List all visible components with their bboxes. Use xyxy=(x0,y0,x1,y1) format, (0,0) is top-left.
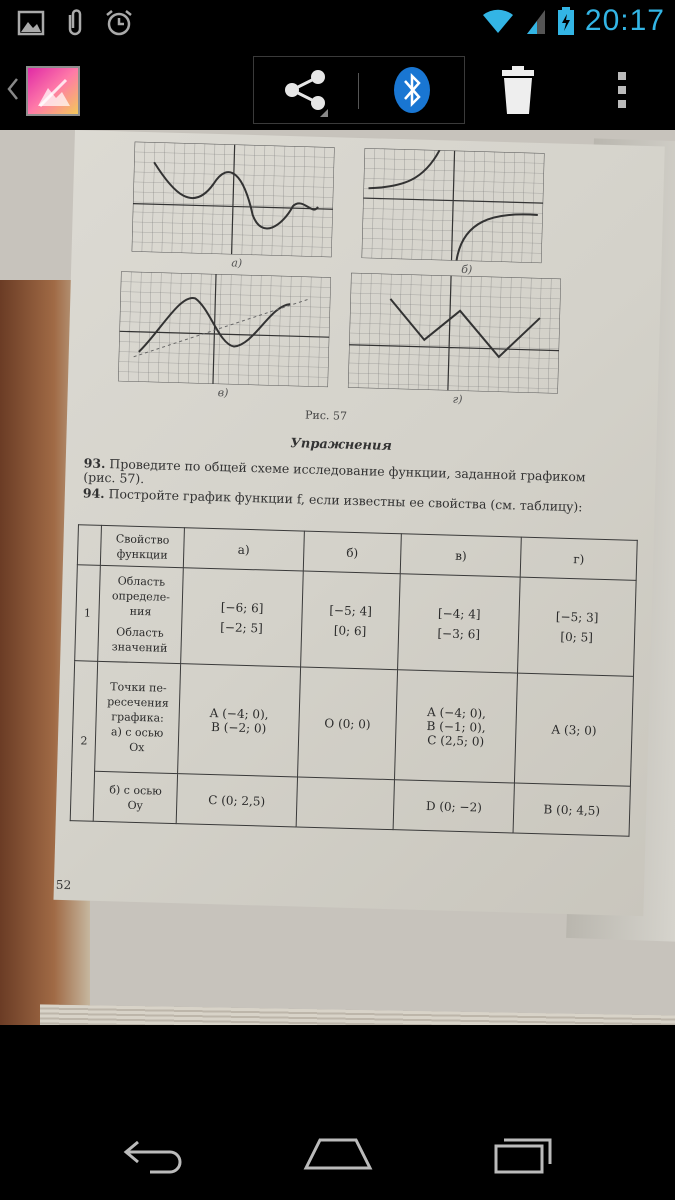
col-header-c: в) xyxy=(400,534,521,577)
attachment-icon xyxy=(60,8,90,38)
gallery-app-icon[interactable] xyxy=(26,66,80,116)
value-cell: D (0; −2) xyxy=(393,780,514,833)
property-cell: Область определе-ния Область значений xyxy=(98,565,184,663)
battery-icon xyxy=(557,6,575,36)
graph-a-label: а) xyxy=(231,256,243,270)
signal-icon xyxy=(525,6,547,36)
clock: 20:17 xyxy=(584,4,665,37)
home-icon[interactable] xyxy=(298,1128,378,1178)
trash-icon[interactable] xyxy=(488,58,548,122)
chevron-left-icon[interactable] xyxy=(6,76,20,102)
value-cell: O (0; 0) xyxy=(297,667,397,780)
property-cell: б) с осью Oy xyxy=(93,771,177,823)
graph-c xyxy=(118,271,331,387)
table-row xyxy=(75,565,636,677)
property-cell: Точки пе- ресечения графика: а) с осью Ox xyxy=(95,661,181,773)
navigation-bar xyxy=(0,1110,675,1200)
share-action-group xyxy=(253,56,465,124)
value-cell: [−6; 6] [−2; 5] xyxy=(181,568,303,667)
value-cell: [−4; 4] [−3; 6] xyxy=(398,574,521,673)
value-cell: C (0; 2,5) xyxy=(176,774,297,827)
textbook-page xyxy=(54,130,665,916)
value-cell: A (−4; 0), B (−2; 0) xyxy=(178,664,301,777)
exercise-94: 94. Постройте график функции f, если известны ее свойства (см. таблицу): xyxy=(82,485,583,515)
figure-caption: Рис. 57 xyxy=(304,408,348,423)
picture-icon xyxy=(16,8,46,38)
bluetooth-icon[interactable] xyxy=(360,57,464,123)
overflow-menu-icon[interactable] xyxy=(600,60,644,120)
property-header: Свойство функции xyxy=(100,525,184,567)
graph-b-label: б) xyxy=(461,262,473,277)
action-bar xyxy=(0,48,675,130)
divider xyxy=(358,73,359,109)
value-cell: [−5; 3] [0; 5] xyxy=(518,577,636,676)
value-cell: A (−4; 0), B (−1; 0), C (2,5; 0) xyxy=(395,670,518,783)
graph-b xyxy=(362,148,545,263)
graph-d-label: г) xyxy=(452,392,463,406)
table-row xyxy=(72,661,634,787)
graph-a xyxy=(132,142,335,258)
graph-c-label: в) xyxy=(217,386,229,400)
row-number: 1 xyxy=(75,565,101,662)
wifi-icon xyxy=(481,6,515,36)
page-stack xyxy=(40,1004,675,1025)
recent-apps-icon[interactable] xyxy=(486,1128,566,1178)
value-cell xyxy=(296,777,395,830)
section-title: Упражнения xyxy=(290,436,393,454)
exercise-93: 93. Проведите по общей схеме исследование функции, заданной графиком (рис. 57). xyxy=(83,455,586,487)
col-header-d: г) xyxy=(520,537,637,580)
value-cell: [−5; 4] [0; 6] xyxy=(300,571,400,670)
photo-viewer[interactable] xyxy=(0,130,675,1025)
col-header-a: а) xyxy=(183,528,304,571)
value-cell: B (0; 4,5) xyxy=(513,783,630,836)
col-header-b: б) xyxy=(303,531,401,574)
page-number: 52 xyxy=(55,877,72,893)
alarm-icon xyxy=(104,8,134,38)
properties-table xyxy=(70,524,638,837)
share-icon[interactable] xyxy=(254,57,358,123)
status-bar xyxy=(0,0,675,48)
back-icon[interactable] xyxy=(110,1128,190,1178)
graph-d xyxy=(348,273,561,394)
row-number: 2 xyxy=(70,661,97,822)
value-cell: A (3; 0) xyxy=(515,673,634,786)
